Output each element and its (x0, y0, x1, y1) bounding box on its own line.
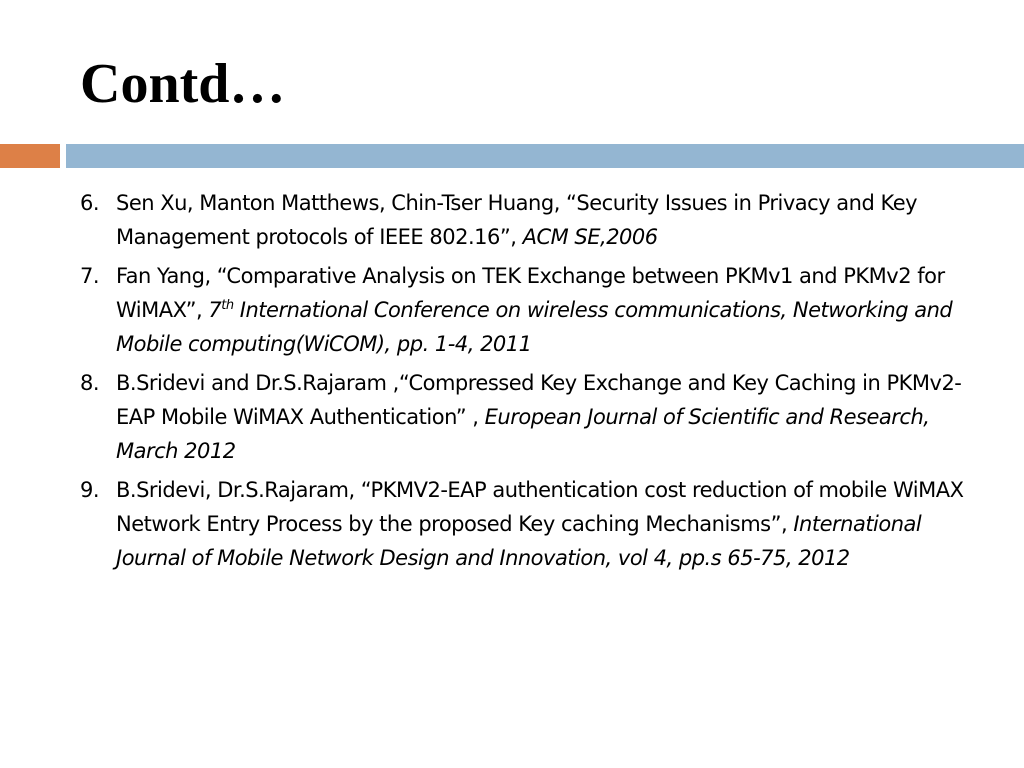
reference-number: 7. (80, 264, 100, 288)
reference-authors: Sen Xu, Manton Matthews, Chin-Tser Huang, “Security Issues in Privacy and Key Management protocols of IEEE 802.16”, (116, 191, 918, 249)
accent-bar (0, 144, 60, 168)
reference-venue: European Journal of Scientific and Research, March 2012 (116, 405, 930, 463)
title-divider-bar (66, 144, 1024, 168)
reference-number: 6. (80, 191, 100, 215)
reference-venue: International Conference on wireless communications, Networking and Mobile computing(WiCOM), pp. 1-4, 2011 (116, 298, 953, 356)
reference-item (80, 473, 985, 575)
reference-list (80, 186, 985, 580)
reference-item (80, 366, 985, 468)
reference-venue: ACM SE,2006 (522, 225, 658, 249)
slide-title: Contd… (80, 53, 286, 115)
reference-authors: B.Sridevi, Dr.S.Rajaram, “PKMV2-EAP authentication cost reduction of mobile WiMAX Network Entry Process by the proposed Key caching Mechanisms”, (116, 478, 964, 536)
reference-venue-superscript: th (221, 298, 234, 313)
reference-item (80, 186, 985, 254)
reference-venue: International Journal of Mobile Network Design and Innovation, vol 4, pp.s 65-75, 2012 (116, 512, 922, 570)
reference-number: 9. (80, 478, 100, 502)
reference-number: 8. (80, 371, 100, 395)
reference-venue-ordinal: 7 (208, 298, 222, 322)
reference-authors: B.Sridevi and Dr.S.Rajaram ,“Compressed Key Exchange and Key Caching in PKMv2-EAP Mobile WiMAX Authentication” , (116, 371, 962, 429)
reference-authors: Fan Yang, “Comparative Analysis on TEK Exchange between PKMv1 and PKMv2 for WiMAX”, (116, 264, 945, 322)
reference-item (80, 259, 985, 361)
